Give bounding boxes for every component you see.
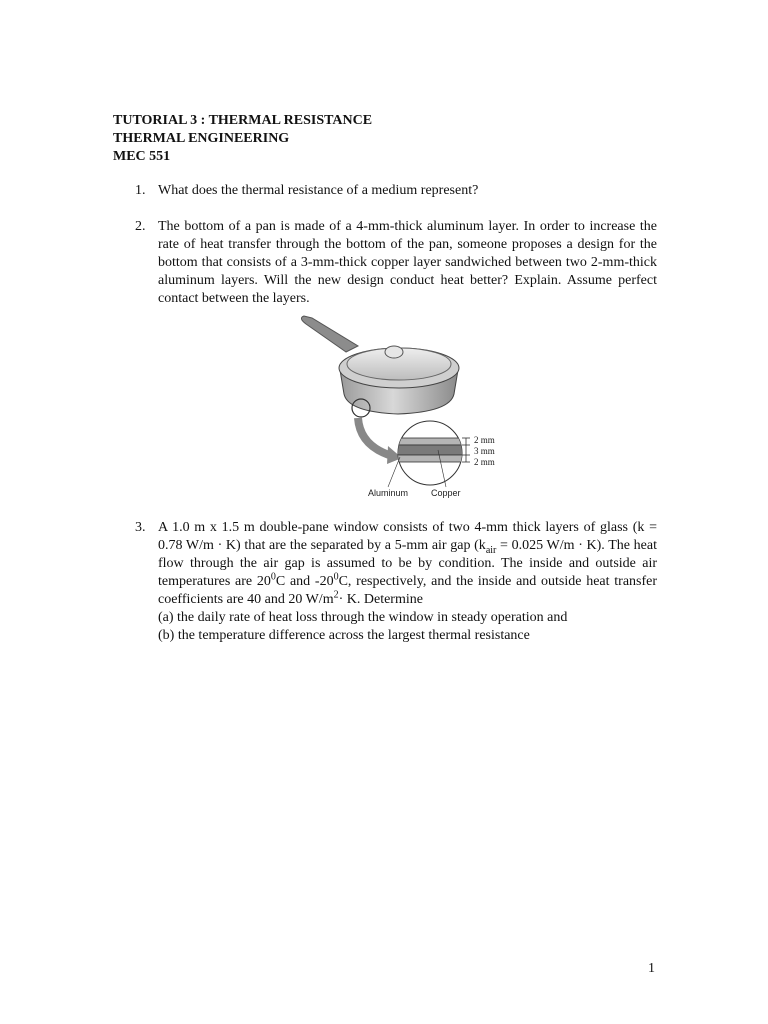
question-text: The bottom of a pan is made of a 4-mm-thick aluminum layer. In order to increase the rate of heat transfer through the bottom of the pan, someone proposes a design for the bottom that consists of a 3-mm-thick copper layer sandwiched between two 2-mm-thick aluminum layers. Will the new design conduct heat better? Explain. Assume perfect contact between the layers.: [158, 219, 657, 306]
question-number: 1.: [135, 183, 146, 198]
question-part-b: (b) the temperature difference across the largest thermal resistance: [158, 628, 530, 643]
pan-figure: [288, 312, 508, 504]
subscript-air: air: [485, 544, 497, 556]
dimension-top-label: 2 mm: [474, 435, 495, 445]
course-name: THERMAL ENGINEERING: [113, 131, 290, 146]
question-number: 2.: [135, 219, 146, 234]
question-text-part: C, respectively, and the inside and outside heat transfer coefficients are 40 and 20 W/m: [158, 574, 658, 607]
pan-handle: [301, 316, 358, 352]
superscript-degree: 0: [333, 571, 339, 583]
question-text: [158, 519, 657, 609]
question-text-part: = 0.025 W/m · K). The heat flow through the air gap is assumed to be by condition. The inside and outside air temperatures are 20: [158, 538, 657, 589]
question-3: [135, 519, 657, 645]
pan-illustration: [288, 312, 508, 504]
tutorial-title: TUTORIAL 3 : THERMAL RESISTANCE: [113, 113, 373, 128]
question-text-part: C and -20: [275, 574, 334, 589]
page-number: 1: [648, 961, 655, 976]
lid-knob: [385, 346, 403, 358]
course-code: MEC 551: [113, 149, 171, 164]
detail-arrow: [358, 418, 392, 456]
question-text-part: · K. Determine: [338, 592, 423, 607]
question-part-a: (a) the daily rate of heat loss through the window in steady operation and: [158, 610, 568, 625]
dimension-bottom-label: 2 mm: [474, 457, 495, 467]
question-2: [135, 218, 657, 308]
question-text: What does the thermal resistance of a medium represent?: [158, 183, 479, 198]
dimension-middle-label: 3 mm: [474, 446, 495, 456]
dimension-marks: [462, 438, 470, 462]
question-text-part: A 1.0 m x 1.5 m double-pane window consists of two 4-mm thick layers of glass (k = 0.78 W/m · K) that are the separated by a 5-mm air gap (k: [158, 520, 657, 553]
copper-layer: [393, 445, 473, 455]
superscript-squared: 2: [333, 589, 339, 601]
document-header: [113, 112, 372, 166]
question-1: [135, 182, 657, 200]
aluminum-label: Aluminum: [368, 488, 409, 498]
question-number: 3.: [135, 520, 146, 535]
copper-label: Copper: [431, 488, 461, 498]
superscript-degree: 0: [270, 571, 276, 583]
